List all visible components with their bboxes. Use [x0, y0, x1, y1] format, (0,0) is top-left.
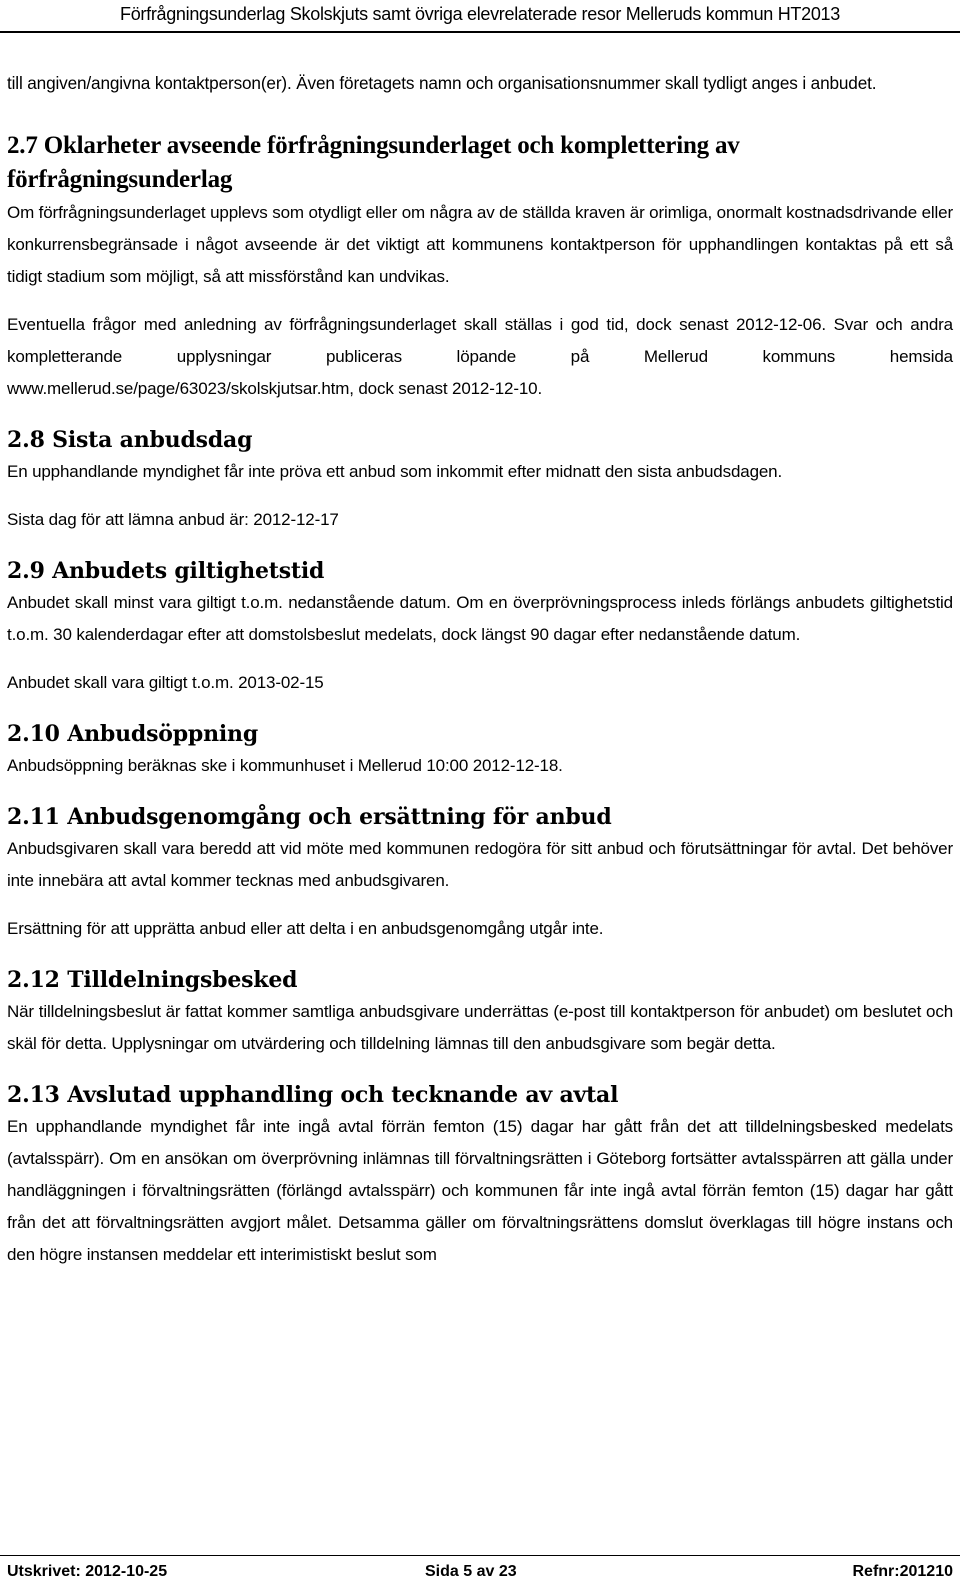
- section-heading-2-11: 2.11 Anbudsgenomgång och ersättning för anbud: [7, 804, 612, 830]
- page-footer: [7, 1562, 953, 1585]
- section-heading-2-7: 2.7 Oklarheter avseende förfrågningsunderlaget och komplettering av förfrågningsunderlag: [7, 132, 740, 193]
- section-heading-2-8: 2.8 Sista anbudsdag: [7, 427, 253, 453]
- section-2-11-paragraph-2: Ersättning för att upprätta anbud eller att delta i en anbudsgenomgång utgår inte.: [7, 919, 604, 938]
- footer-rule: [0, 1555, 960, 1556]
- section-2-13-paragraph-1: En upphandlande myndighet får inte ingå avtal förrän femton (15) dagar har gått från det att tilldelningsbesked medelats (avtalsspärr). Om en ansökan om överprövning inlämnas till förvaltningsrätten i Göteborg fortsätter avtalsspärren att gälla under handläggningen i förvaltningsrätten (förlängd avtalsspärr) och kommunen får inte ingå avtal förrän femton (15) dagar har gått från det att förvaltningsrätten avgjort målet. Detsamma gäller om förvaltningsrättens domslut överklagas till högre instans och den högre instansen meddelar ett interimistiskt beslut som: [7, 1117, 953, 1264]
- section-2-7-paragraph-2: Eventuella frågor med anledning av förfrågningsunderlaget skall ställas i god tid, dock senast 2012-12-06. Svar och andra kompletterande upplysningar publiceras löpande på Mellerud kommuns hemsida www.mellerud.se/page/63023/skolskjutsar.htm, dock senast 2012-12-10.: [7, 315, 953, 398]
- section-2-9-paragraph-1: Anbudet skall minst vara giltigt t.o.m. nedanstående datum. Om en överprövningsprocess inleds förlängs anbudets giltighetstid t.o.m. 30 kalenderdagar efter att domstolsbeslut medelats, dock längst 90 dagar efter nedanstående datum.: [7, 593, 953, 644]
- footer-page-number: Sida 5 av 23: [425, 1563, 517, 1580]
- section-heading-2-12: 2.12 Tilldelningsbesked: [7, 967, 298, 993]
- section-2-8-paragraph-1: En upphandlande myndighet får inte pröva ett anbud som inkommit efter midnatt den sista anbudsdagen.: [7, 462, 783, 481]
- section-2-11-paragraph-1: Anbudsgivaren skall vara beredd att vid möte med kommunen redogöra för sitt anbud och förutsättningar för avtal. Det behöver inte innebära att avtal kommer tecknas med anbudsgivaren.: [7, 839, 953, 890]
- section-2-9-paragraph-2: Anbudet skall vara giltigt t.o.m. 2013-02-15: [7, 673, 324, 692]
- section-heading-2-13: 2.13 Avslutad upphandling och tecknande av avtal: [7, 1082, 619, 1108]
- intro-paragraph: till angiven/angivna kontaktperson(er). Även företagets namn och organisationsnummer skall tydligt anges i anbudet.: [7, 73, 877, 93]
- page-body: [7, 67, 953, 1271]
- section-2-8-paragraph-2: Sista dag för att lämna anbud är: 2012-12-17: [7, 510, 339, 529]
- header-rule: [0, 31, 960, 33]
- section-heading-2-9: 2.9 Anbudets giltighetstid: [7, 558, 325, 584]
- footer-printed-date: Utskrivet: 2012-10-25: [7, 1563, 168, 1580]
- page-header: Förfrågningsunderlag Skolskjuts samt övriga elevrelaterade resor Melleruds kommun HT2013: [120, 4, 840, 24]
- section-2-7-paragraph-1: Om förfrågningsunderlaget upplevs som otydligt eller om några av de ställda kraven är orimliga, onormalt kostnadsdrivande eller konkurrensbegränsade i något avseende är det viktigt att kommunens kontaktperson för upphandlingen kontaktas på ett så tidigt stadium som möjligt, så att missförstånd kan undvikas.: [7, 203, 953, 286]
- section-2-10-paragraph-1: Anbudsöppning beräknas ske i kommunhuset i Mellerud 10:00 2012-12-18.: [7, 756, 563, 775]
- footer-reference-number: Refnr:201210: [852, 1563, 953, 1580]
- section-heading-2-10: 2.10 Anbudsöppning: [7, 721, 259, 747]
- section-2-12-paragraph-1: När tilldelningsbeslut är fattat kommer samtliga anbudsgivare underrättas (e-post till kontaktperson för anbudet) om beslutet och skäl för detta. Upplysningar om utvärdering och tilldelning lämnas till den anbudsgivare som begär detta.: [7, 1002, 953, 1053]
